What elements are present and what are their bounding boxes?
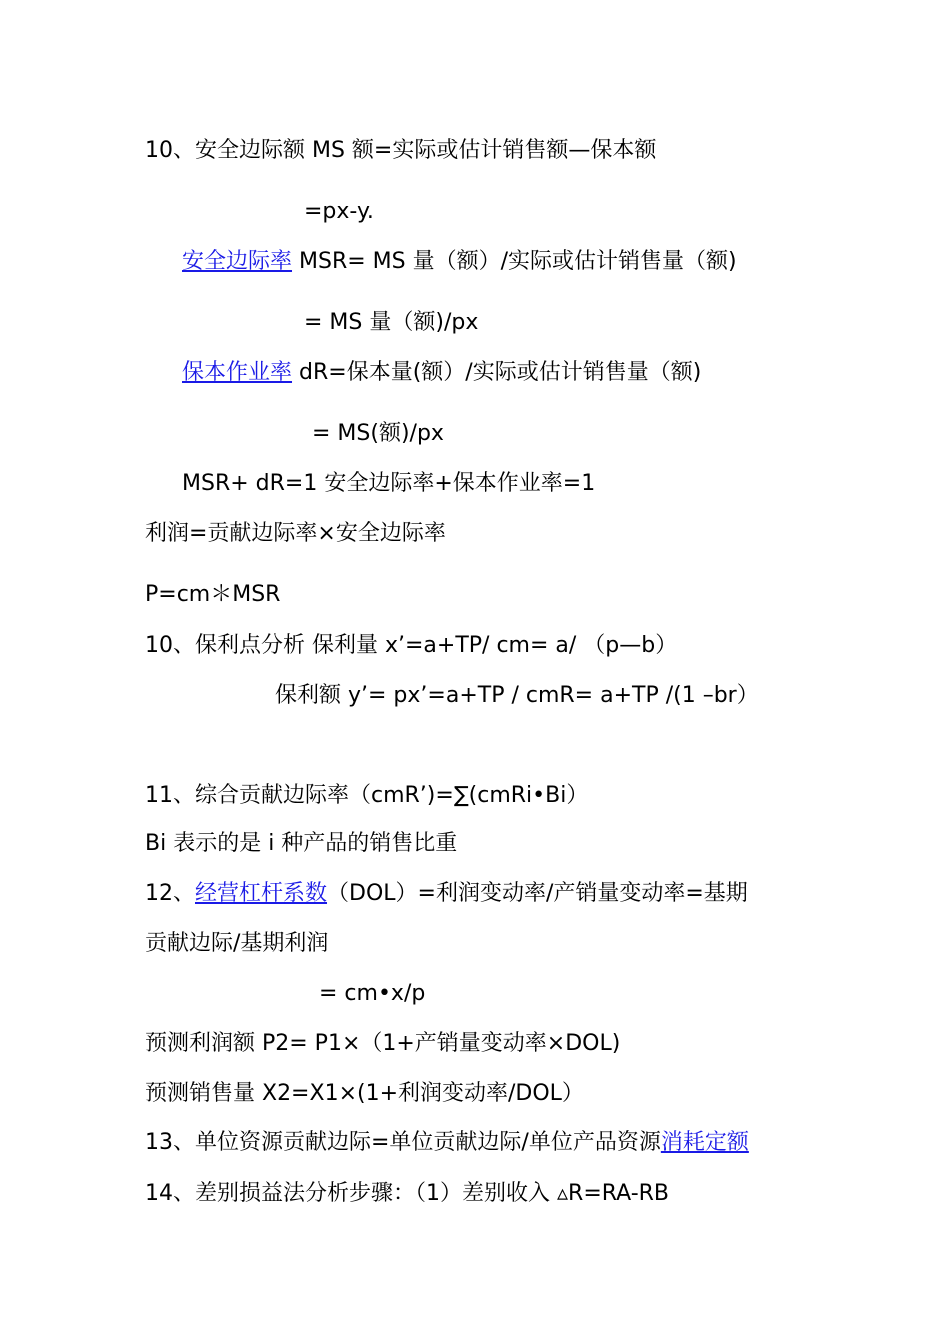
formula-line: 贡献边际/基期利润 [145,931,329,956]
formula-text: 13、单位资源贡献边际=单位贡献边际/单位产品资源 [145,1130,661,1155]
formula-unit-resource-margin [145,1129,749,1157]
formula-line: MSR+ dR=1 安全边际率+保本作业率=1 [182,471,596,496]
formula-line: 保利额 y’= px’=a+TP / cmR= a+TP /(1 –br） [275,683,759,708]
formula-line: 预测利润额 P2= P1×（1+产销量变动率×DOL) [145,1031,621,1056]
formula-text: dR=保本量(额）/实际或估计销售量（额) [292,360,702,385]
formula-line: Bi 表示的是 i 种产品的销售比重 [145,831,458,856]
formula-safety-margin-rate [182,248,737,276]
formula-text: （DOL）=利润变动率/产销量变动率=基期 [327,881,748,906]
formula-text: MSR= MS 量（额）/实际或估计销售量（额) [292,249,737,274]
formula-line: 预测销售量 X2=X1×(1+利润变动率/DOL） [145,1081,584,1106]
link-consumption-quota[interactable]: 消耗定额 [660,1130,749,1155]
formula-safety-margin-amount: 10、安全边际额 MS 额=实际或估计销售额—保本额 [145,138,657,163]
formula-differential-analysis: 14、差别损益法分析步骤：（1）差别收入 ▵R=RA-RB [145,1181,670,1206]
link-operating-leverage[interactable]: 经营杠杆系数 [195,881,328,906]
link-breakeven-rate[interactable]: 保本作业率 [182,360,293,385]
formula-breakeven-rate [182,359,701,387]
formula-line: 利润=贡献边际率×安全边际率 [145,521,446,546]
formula-line: = MS(额)/px [312,421,444,446]
formula-text: 12、 [145,881,195,906]
formula-profit-point: 10、保利点分析 保利量 x’=a+TP/ cm= a/ （p—b） [145,633,678,658]
formula-composite-margin: 11、综合贡献边际率（cmR’)=∑(cmRi•Bi） [145,783,589,808]
formula-operating-leverage [145,880,748,908]
formula-line: = cm•x/p [319,981,426,1006]
formula-line: =px-y. [304,199,374,224]
formula-line: = MS 量（额)/px [304,310,479,335]
formula-line: P=cm＊MSR [145,582,281,607]
link-safety-margin-rate[interactable]: 安全边际率 [182,249,293,274]
